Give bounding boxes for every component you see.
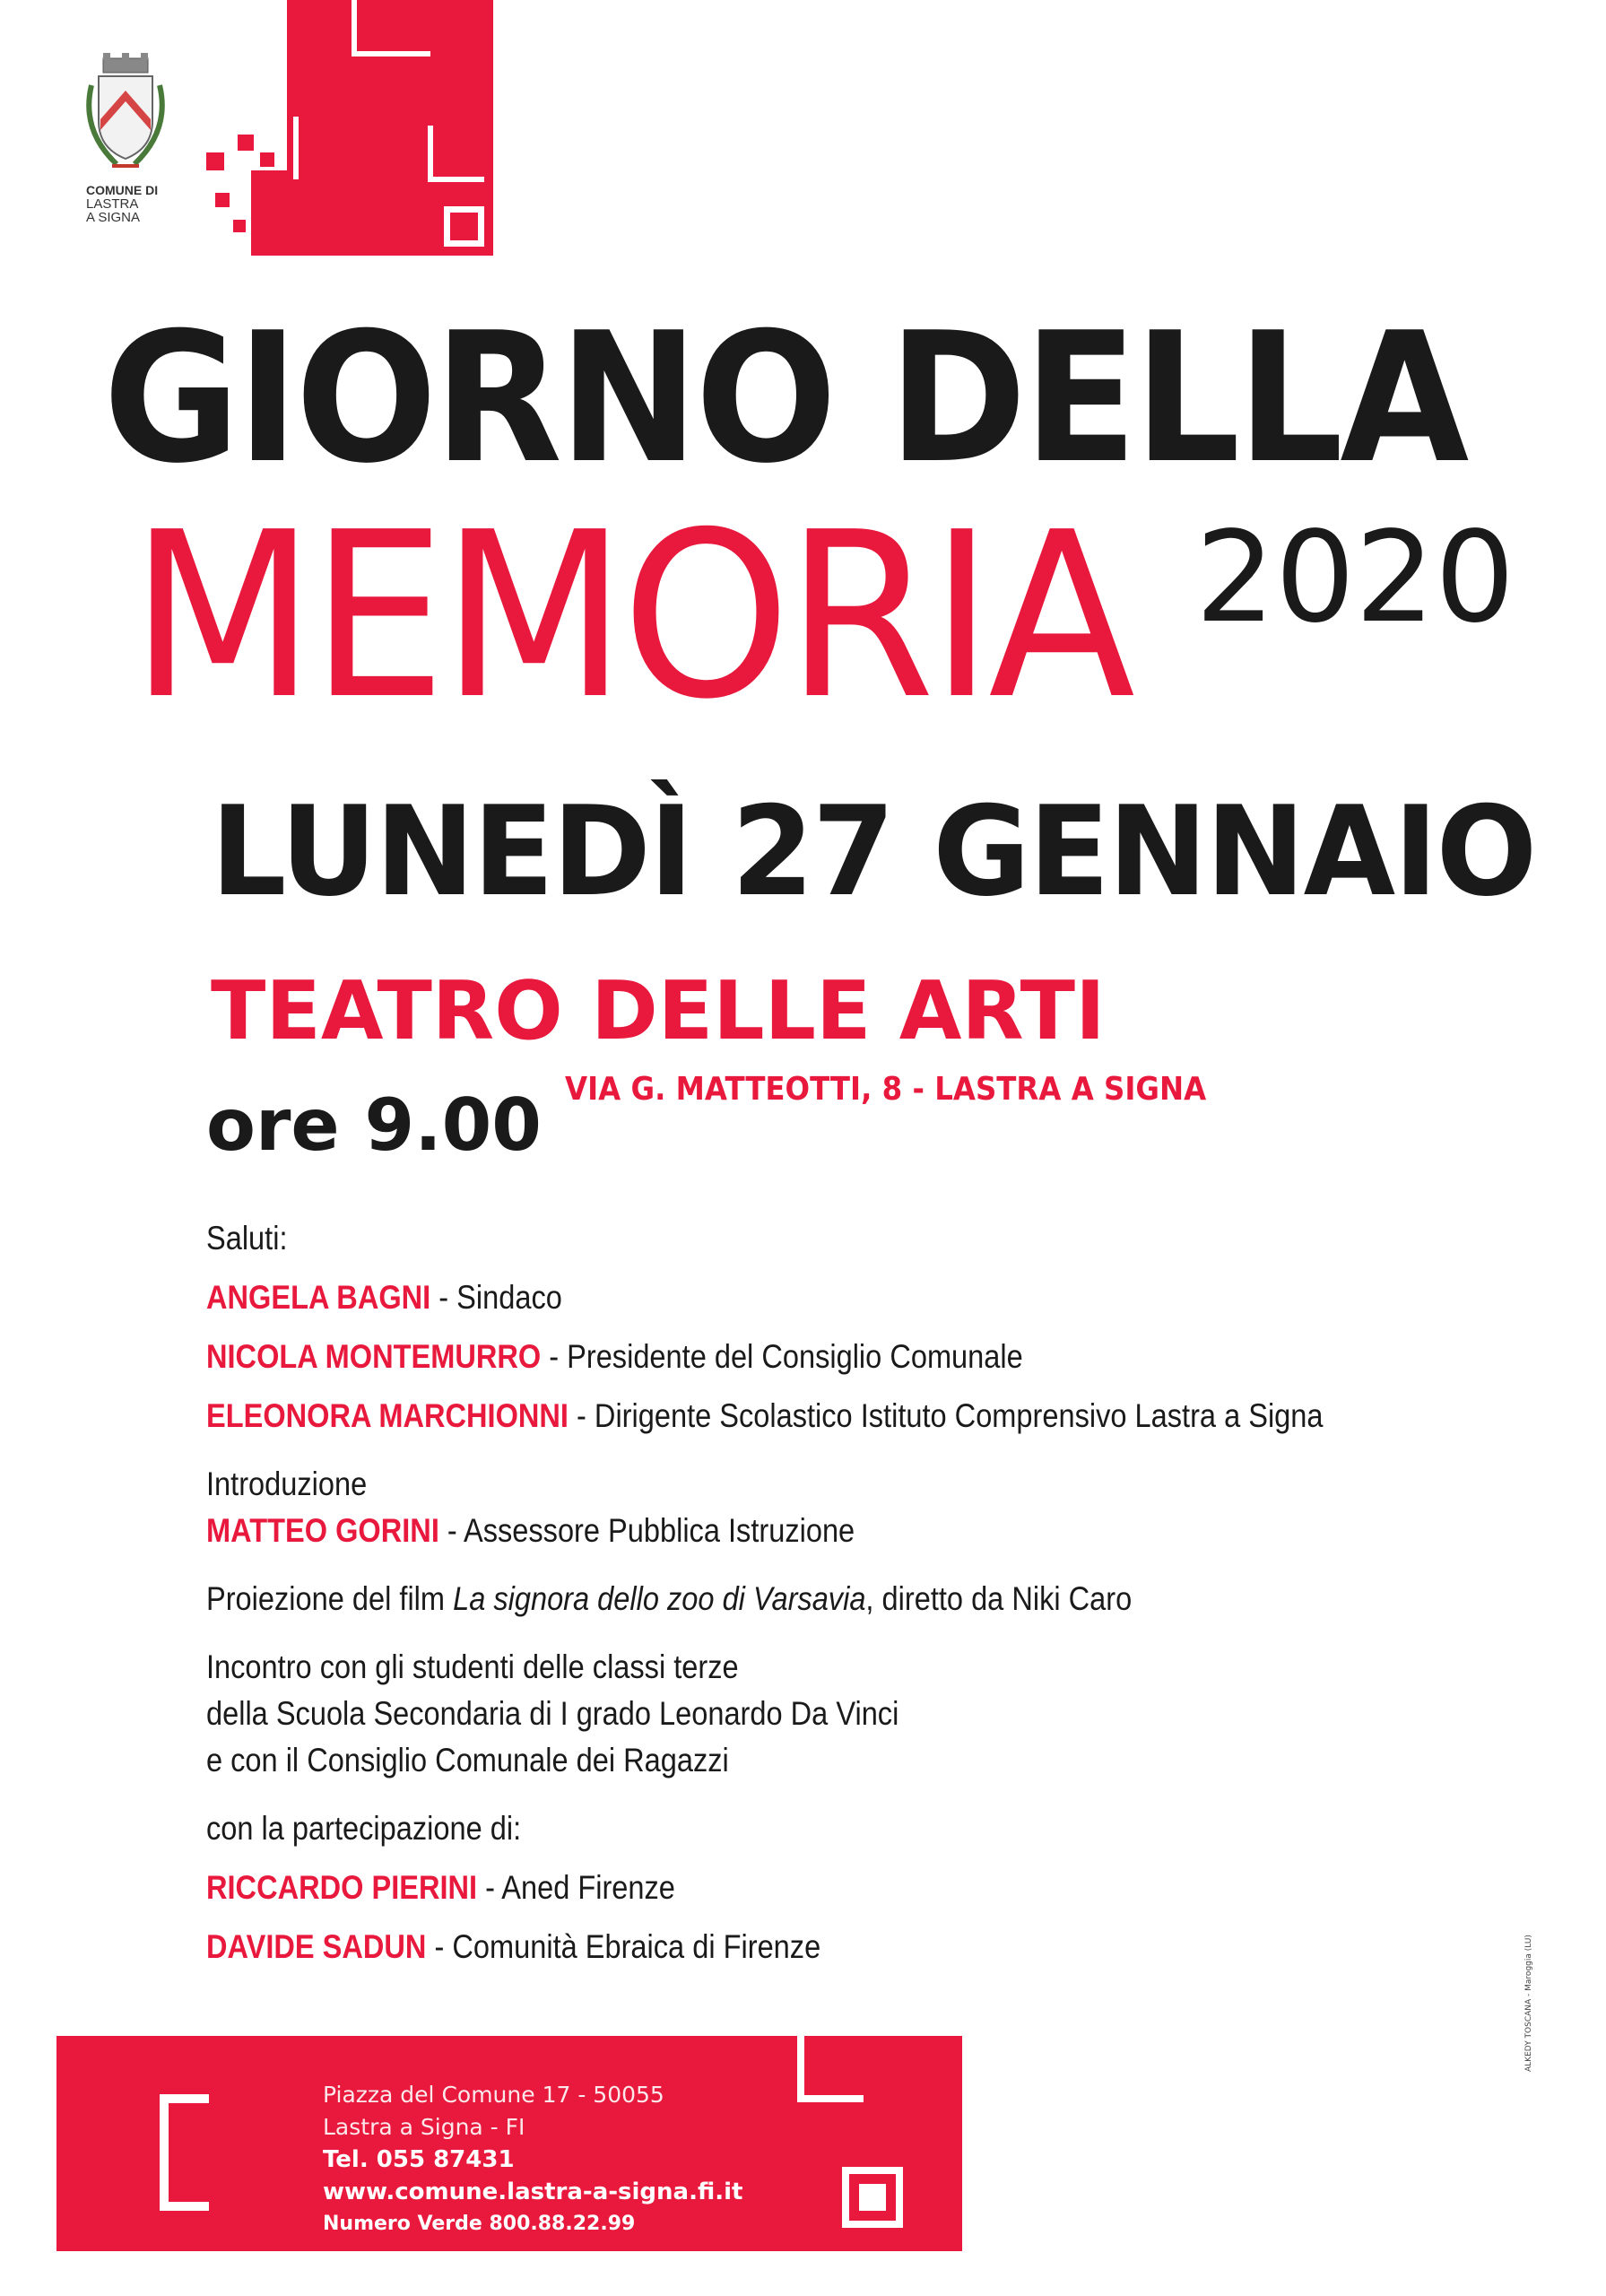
- film-post: , diretto da Niki Caro: [865, 1580, 1133, 1617]
- footer-address2: Lastra a Signa - FI: [323, 2114, 525, 2140]
- program-list: [206, 1215, 1506, 1970]
- event-date: LUNEDÌ 27 GENNAIO: [211, 779, 1536, 924]
- saluti-label: Saluti:: [206, 1220, 288, 1257]
- footer-web-link[interactable]: www.comune.lastra-a-signa.fi.it: [323, 2179, 743, 2205]
- logo-line1: COMUNE DI: [86, 183, 159, 197]
- speaker-name: NICOLA MONTEMURRO: [206, 1338, 542, 1375]
- incontro-line: e con il Consiglio Comunale dei Ragazzi: [206, 1742, 729, 1779]
- coat-of-arms-logo: [72, 49, 179, 188]
- speaker-row: [206, 1393, 1350, 1439]
- speaker-role: - Sindaco: [430, 1279, 562, 1316]
- speaker-row: [206, 1924, 1350, 1970]
- speaker-name: RICCARDO PIERINI: [206, 1869, 478, 1906]
- speaker-role: - Comunità Ebraica di Firenze: [426, 1928, 821, 1965]
- speaker-row: [206, 1865, 1350, 1911]
- speaker-row: [206, 1274, 1350, 1321]
- speaker-row: [206, 1334, 1350, 1380]
- event-time: ore 9.00: [206, 1083, 542, 1167]
- title-line2: MEMORIA: [130, 483, 1131, 750]
- title-line1: GIORNO DELLA: [103, 294, 1466, 503]
- footer-contacts: [323, 2079, 742, 2240]
- speaker-role: - Aned Firenze: [477, 1869, 675, 1906]
- speaker-name: ELEONORA MARCHIONNI: [206, 1397, 569, 1434]
- speaker-row: [206, 1508, 1350, 1554]
- incontro-line: Incontro con gli studenti delle classi terze: [206, 1648, 739, 1685]
- footer-numero-verde: Numero Verde 800.88.22.99: [323, 2213, 636, 2235]
- film-title: La signora dello zoo di Varsavia: [453, 1580, 866, 1617]
- speaker-name: MATTEO GORINI: [206, 1512, 439, 1549]
- speaker-name: ANGELA BAGNI: [206, 1279, 431, 1316]
- footer-tel: Tel. 055 87431: [323, 2146, 515, 2173]
- venue-address: VIA G. MATTEOTTI, 8 - LASTRA A SIGNA: [565, 1071, 1207, 1108]
- intro-label: Introduzione: [206, 1465, 368, 1502]
- logo-line2: LASTRA: [86, 196, 139, 212]
- logo-line3: A SIGNA: [86, 210, 141, 225]
- logo-caption: [86, 184, 158, 224]
- title-year: 2020: [1195, 505, 1515, 651]
- speaker-name: DAVIDE SADUN: [206, 1928, 427, 1965]
- coat-of-arms-icon: [72, 49, 179, 184]
- incontro-line: della Scuola Secondaria di I grado Leonardo Da Vinci: [206, 1695, 899, 1732]
- printer-credit: ALKEDY TOSCANA - Maroggia (LU): [1524, 1935, 1533, 2072]
- venue-name: TEATRO DELLE ARTI: [211, 964, 1106, 1058]
- speaker-role: - Dirigente Scolastico Istituto Comprensivo Lastra a Signa: [568, 1397, 1324, 1434]
- partecipazione-label: con la partecipazione di:: [206, 1810, 522, 1847]
- decorative-squares-graphic: [188, 0, 511, 269]
- speaker-role: - Presidente del Consiglio Comunale: [541, 1338, 1023, 1375]
- footer-address1: Piazza del Comune 17 - 50055: [323, 2082, 664, 2108]
- speaker-role: - Assessore Pubblica Istruzione: [438, 1512, 855, 1549]
- film-pre: Proiezione del film: [206, 1580, 454, 1617]
- film-line: [206, 1576, 1350, 1622]
